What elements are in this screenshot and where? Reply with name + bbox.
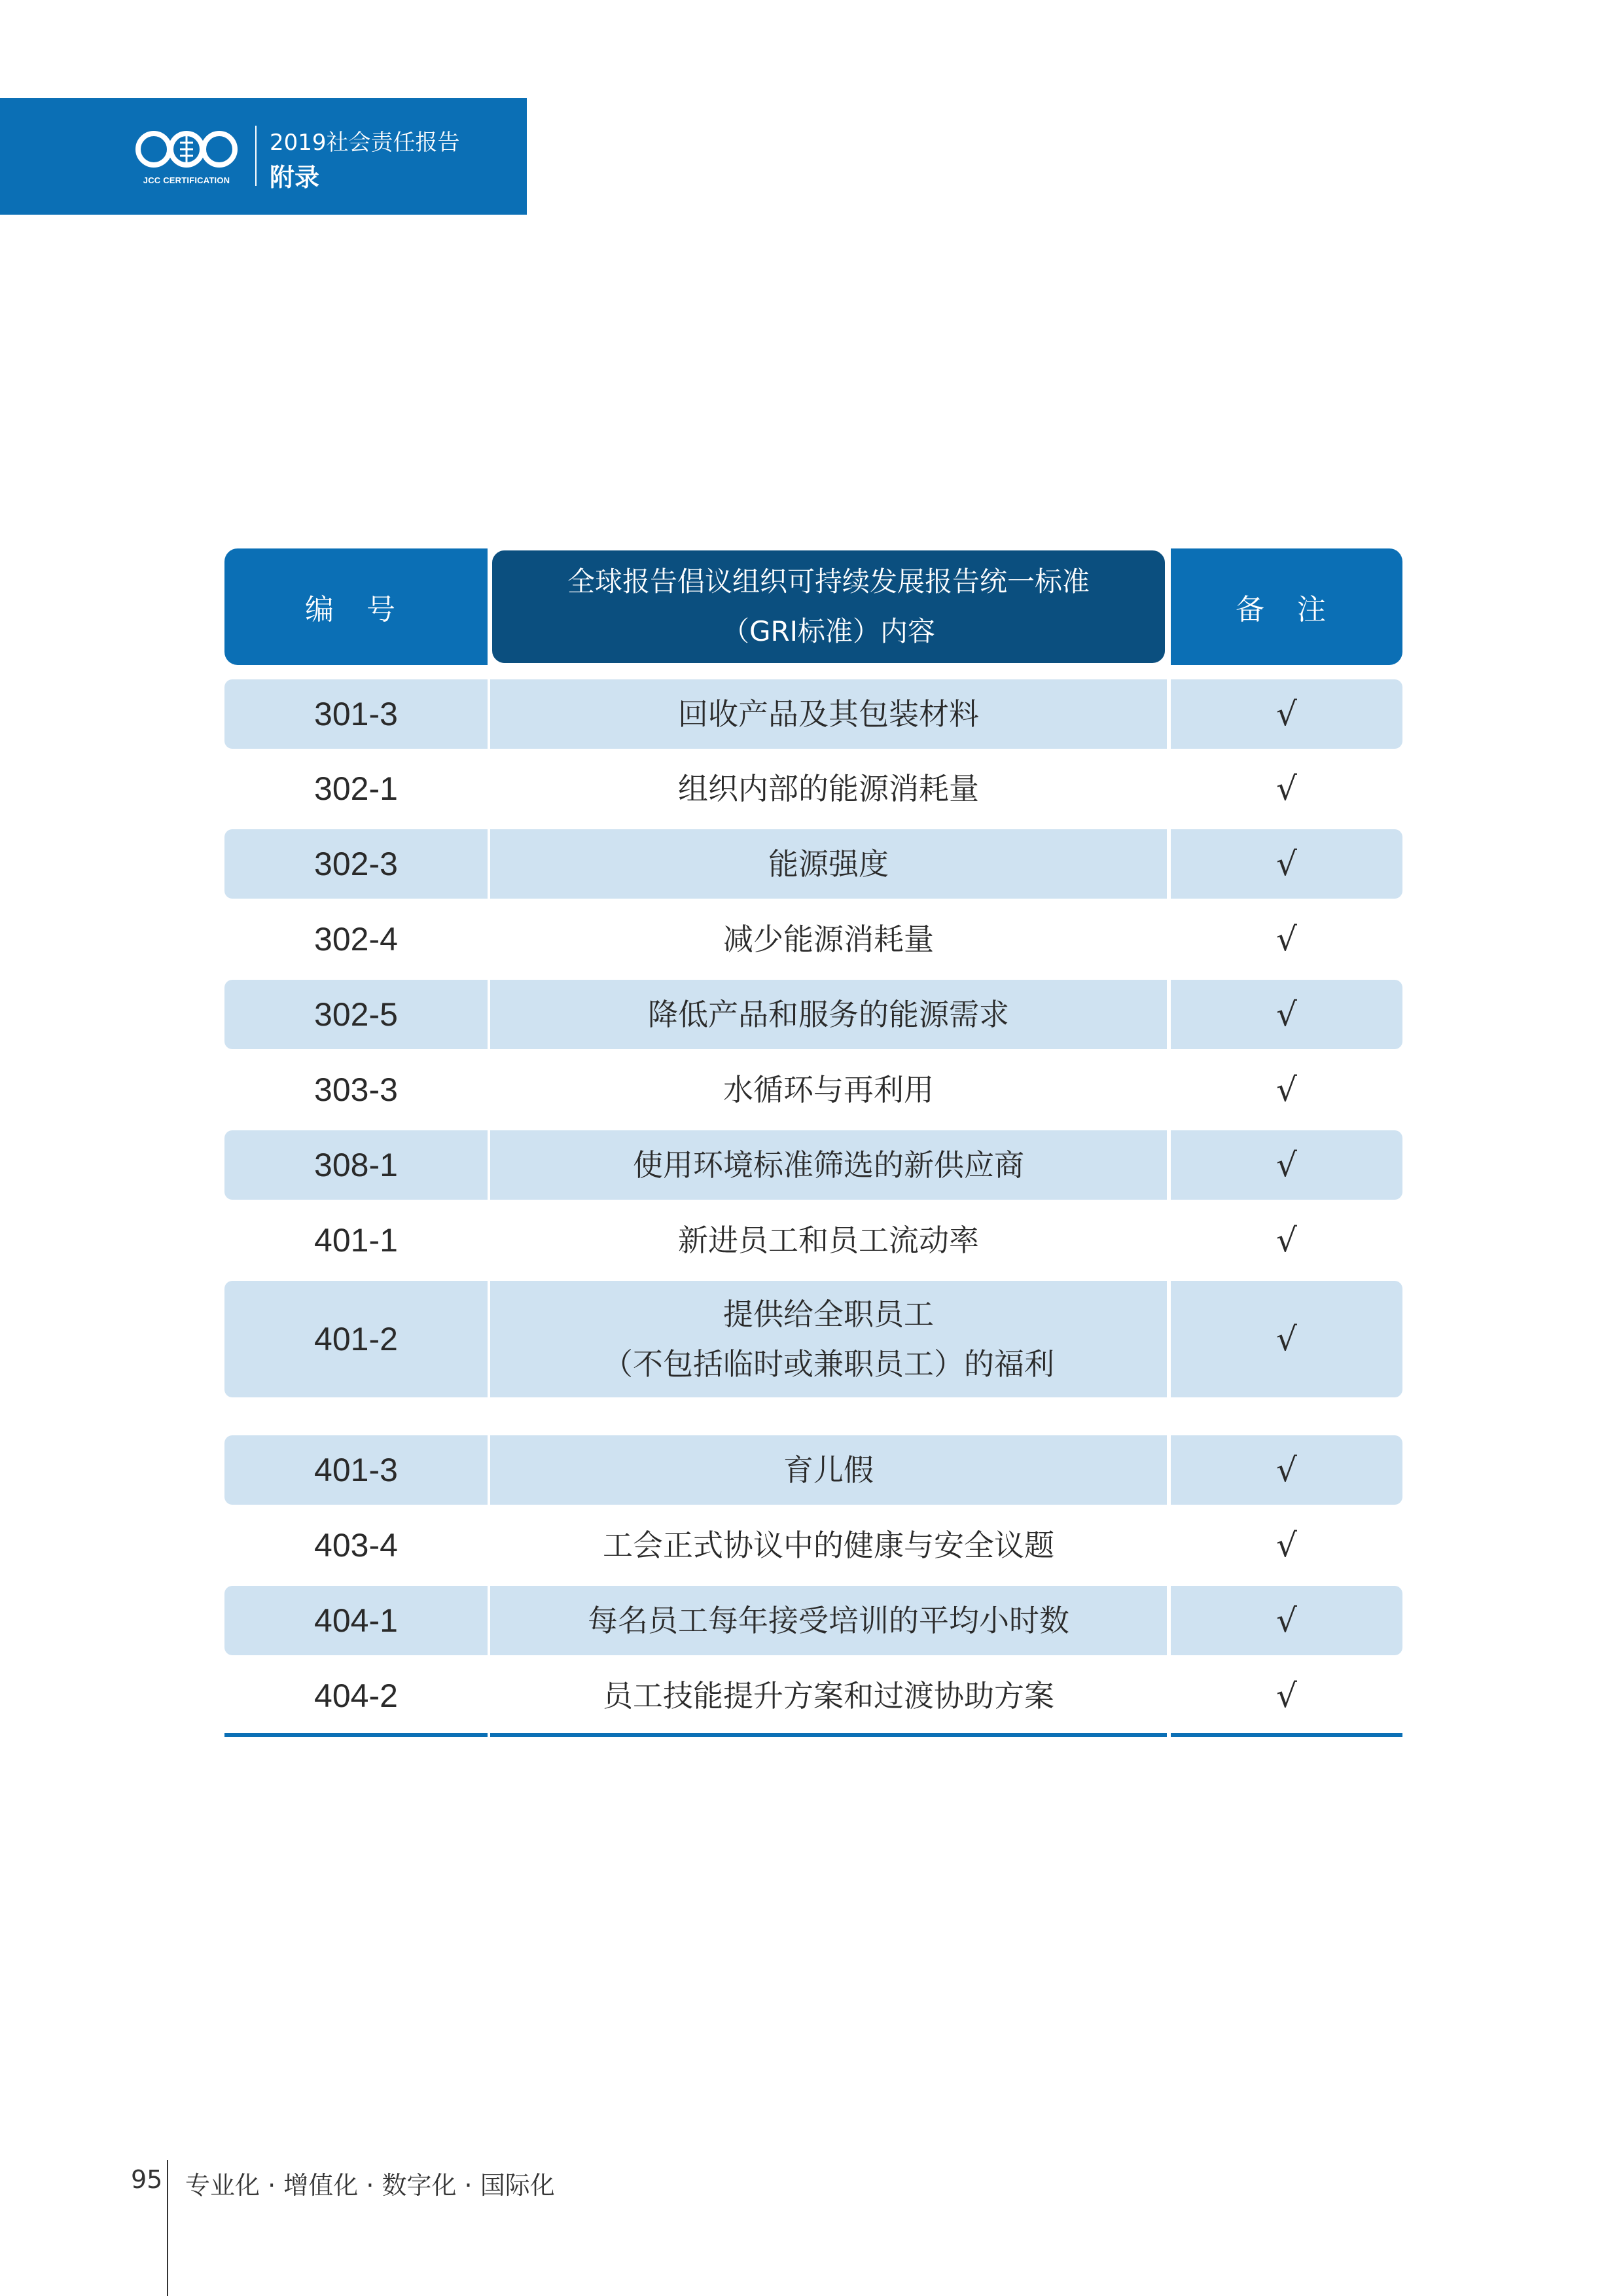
row-note-check: √ xyxy=(1276,920,1297,958)
table-row xyxy=(224,829,1402,899)
row-content xyxy=(490,1281,1167,1397)
table-row xyxy=(224,1281,1402,1397)
row-note-check: √ xyxy=(1276,1526,1297,1564)
row-content-line: 工会正式协议中的健康与安全议题 xyxy=(603,1528,1054,1563)
row-code: 403-4 xyxy=(314,1527,398,1564)
row-content-line: 水循环与再利用 xyxy=(723,1072,934,1107)
row-note-check: √ xyxy=(1171,829,1402,899)
row-note-check: √ xyxy=(1276,1221,1297,1259)
row-code: 302-5 xyxy=(224,980,488,1049)
section-name: 附录 xyxy=(270,163,320,192)
row-code: 404-2 xyxy=(314,1677,398,1714)
header-band xyxy=(0,98,527,215)
row-content-line: 每名员工每年接受培训的平均小时数 xyxy=(588,1603,1069,1638)
table-row xyxy=(224,1055,1402,1124)
table-row xyxy=(224,980,1402,1049)
logo-wordmark: JCC CERTIFICATION xyxy=(143,175,230,185)
header-content xyxy=(490,548,1167,665)
row-code: 308-1 xyxy=(224,1130,488,1200)
row-content-line: 新进员工和员工流动率 xyxy=(678,1223,979,1258)
row-content xyxy=(490,1055,1167,1124)
row-code: 302-4 xyxy=(314,921,398,958)
row-content xyxy=(490,754,1167,823)
row-note-check: √ xyxy=(1276,770,1297,808)
row-content xyxy=(490,1435,1167,1505)
report-title: 2019社会责任报告 xyxy=(270,130,460,156)
row-note-check: √ xyxy=(1276,1071,1297,1109)
table-row xyxy=(224,905,1402,974)
table-row xyxy=(224,1206,1402,1275)
header-content-line1: 全球报告倡议组织可持续发展报告统一标准 xyxy=(567,565,1090,598)
row-content-line: 使用环境标准筛选的新供应商 xyxy=(633,1147,1024,1183)
row-code: 401-3 xyxy=(224,1435,488,1505)
footer-divider xyxy=(167,2160,168,2296)
row-code: 401-1 xyxy=(314,1222,398,1259)
row-content xyxy=(490,679,1167,749)
row-content xyxy=(490,829,1167,899)
row-code: 301-3 xyxy=(224,679,488,749)
row-code: 302-3 xyxy=(224,829,488,899)
header-content-line2: （GRI标准）内容 xyxy=(721,615,936,647)
table-row xyxy=(224,1661,1402,1731)
table-row xyxy=(224,1586,1402,1655)
row-note-check: √ xyxy=(1276,1677,1297,1715)
row-content xyxy=(490,905,1167,974)
row-note-check: √ xyxy=(1171,1435,1402,1505)
row-content xyxy=(490,1511,1167,1580)
row-content xyxy=(490,1661,1167,1731)
row-content xyxy=(490,1130,1167,1200)
row-content-line: 能源强度 xyxy=(768,846,889,882)
row-code: 401-2 xyxy=(224,1281,488,1397)
row-content-line: 回收产品及其包装材料 xyxy=(678,696,979,732)
row-content-line: 组织内部的能源消耗量 xyxy=(678,771,979,806)
table-row xyxy=(224,679,1402,749)
row-content-line: 提供给全职员工 xyxy=(723,1297,934,1332)
table-row xyxy=(224,1130,1402,1200)
footer-slogan: 专业化 · 增值化 · 数字化 · 国际化 xyxy=(185,2171,555,2200)
row-content-line: 减少能源消耗量 xyxy=(723,922,934,957)
row-content-line: 降低产品和服务的能源需求 xyxy=(648,997,1009,1032)
row-content-line: 员工技能提升方案和过渡协助方案 xyxy=(603,1678,1054,1713)
row-content xyxy=(490,1586,1167,1655)
row-code: 302-1 xyxy=(314,770,398,807)
page-number: 95 xyxy=(131,2165,163,2194)
table-row xyxy=(224,754,1402,823)
table-bottom-rule xyxy=(224,1733,1402,1737)
row-code: 303-3 xyxy=(314,1071,398,1108)
row-content xyxy=(490,1206,1167,1275)
row-note-check: √ xyxy=(1171,1130,1402,1200)
table-row xyxy=(224,1511,1402,1580)
header-note: 备 注 xyxy=(1171,548,1402,665)
gri-index-table xyxy=(224,548,1402,1715)
row-content-line: （不包括临时或兼职员工）的福利 xyxy=(603,1346,1054,1382)
header-code: 编 号 xyxy=(224,548,488,665)
row-note-check: √ xyxy=(1171,980,1402,1049)
row-note-check: √ xyxy=(1171,679,1402,749)
row-content xyxy=(490,980,1167,1049)
header-divider xyxy=(255,126,257,186)
table-header xyxy=(224,548,1402,666)
row-code: 404-1 xyxy=(224,1586,488,1655)
row-note-check: √ xyxy=(1171,1586,1402,1655)
table-row xyxy=(224,1435,1402,1505)
row-content-line: 育儿假 xyxy=(783,1452,874,1488)
row-note-check: √ xyxy=(1171,1281,1402,1397)
